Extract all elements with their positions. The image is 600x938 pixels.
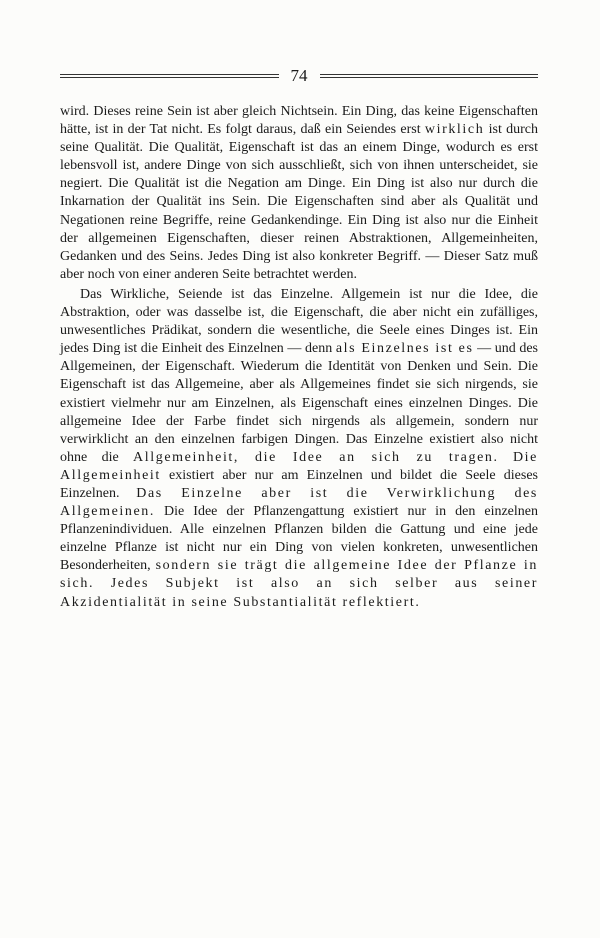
header-rule-left bbox=[60, 74, 279, 78]
paragraph-1 bbox=[60, 103, 538, 284]
spaced-emphasis: Die Allgemeinheit bbox=[60, 449, 538, 483]
header-rule-right bbox=[320, 74, 539, 78]
text-run: Das Wirkliche, Seiende ist das Einzelne. Allgemein ist nur die Idee, die Abstraktion, oder was dasselbe ist, die Eigenschaft, die aber nicht ein zufälliges, unwesentliches Prädikat, sondern die wesentliche, die Seele eines Dinges ist. Ein jedes Ding ist die Einheit des Einzelnen — denn bbox=[60, 286, 538, 357]
spaced-emphasis: wirklich bbox=[424, 122, 485, 138]
text-run: — und des Allgemeinen, der Eigenschaft. Wiederum die Identität von Denken und Sein. Die Eigenschaft ist das Allgemeine, aber als Allgemeines findet sie sich nirgends, sie existiert vielmehr nur am Einzelnen, als Eigenschaft eines einzelnen Dinges. Die allgemeine Idee der Farbe findet sich nirgends als allgemein, sondern nur verwirklicht an den einzelnen farbigen Dingen. Das Einzelne existiert also nicht ohne die bbox=[60, 341, 538, 465]
page-number: 74 bbox=[290, 66, 308, 85]
text-run bbox=[499, 450, 513, 465]
paragraph-2 bbox=[60, 286, 538, 612]
spaced-emphasis: Das Einzelne aber ist die Verwirklichung des Allgemeinen. bbox=[60, 485, 538, 520]
spaced-emphasis: sondern sie trägt die allgemeine Idee der Pflanze in sich. Jedes Subjekt ist also an sich selber aus seiner Akzidentialität in seine Substantialität reflektiert. bbox=[60, 558, 538, 610]
spaced-emphasis: als Einzelnes ist es bbox=[335, 341, 474, 357]
text-run: wird. Dieses reine Sein ist aber gleich Nichtsein. Ein Ding, das keine Eigenschaften hätte, ist in der Tat nicht. Es folgt daraus, daß ein Seiendes erst bbox=[60, 104, 538, 138]
text-run: Die Idee der Pflanzengattung existiert nur in den einzelnen Pflanzenindividuen. Alle einzelnen Pflanzen bilden die Gattung und eine jede einzelne Pflanze ist nicht nur ein Ding von vielen konkreten, unwesentlichen Besonderheiten, bbox=[60, 504, 538, 574]
spaced-emphasis: Allgemeinheit, die Idee an sich zu tragen. bbox=[133, 449, 499, 465]
text-body bbox=[60, 103, 538, 612]
text-run: ist durch seine Qualität. Die Qualität, Eigenschaft ist das an einem Dinge, wodurch es erst lebensvoll ist, andere Dinge von sich ausschließt, sich von ihnen unterscheidet, sie negiert. Die Qualität ist die Negation am Dinge. Ein Ding ist also nur durch die Inkarnation der Qualität ins Sein. Die Eigenschaften sind aber als Qualität und Negationen reine Begriffe, reine Gedankendinge. Ein Ding ist also nur die Einheit der allgemeinen Eigenschaften, dieser reinen Abstraktionen, Allgemeinheiten, Gedanken und des Seins. Jedes Ding ist also konkreter Begriff. — Dieser Satz muß aber noch von einer anderen Seite betrachtet werden. bbox=[60, 122, 538, 282]
text-run: existiert aber nur am Einzelnen und bildet die Seele dieses Einzelnen. bbox=[60, 467, 538, 501]
page-header bbox=[60, 66, 538, 86]
